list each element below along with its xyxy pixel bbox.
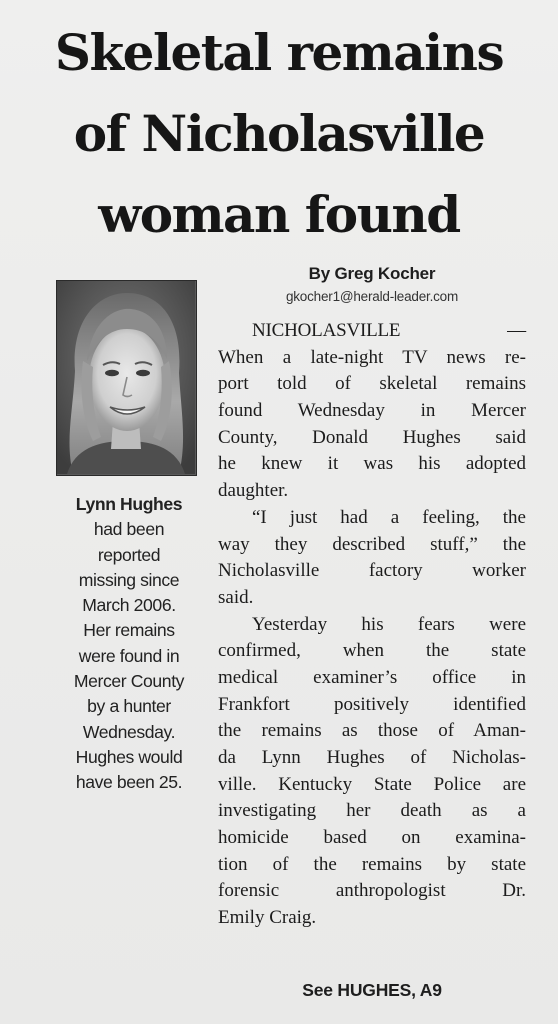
headline-line: woman found [98,185,460,244]
caption-line: reported [97,544,161,565]
body-line: County, Donald Hughes said [218,426,526,448]
body-line: Yesterday his fears were [252,613,526,635]
photo-caption [48,492,210,796]
byline-email: gkocher1@herald-leader.com [285,289,459,304]
body-line: he knew it was his adopted [218,453,526,475]
byline-author: By Greg Kocher [308,264,436,283]
byline [218,262,526,308]
body-line: said. [218,586,254,608]
body-line: confirmed, when the state [218,640,526,662]
caption-line: have been 25. [75,772,183,793]
body-line: homicide based on examina- [218,827,526,849]
portrait-image [57,281,195,474]
headline-line: Skeletal remains [54,23,504,82]
headline-line: of Nicholasville [73,104,485,163]
body-line: port told of skeletal remains [218,373,526,395]
body-line: “I just had a feeling, the [252,506,526,528]
body-line: da Lynn Hughes of Nicholas- [218,747,526,768]
caption-line: March 2006. [82,595,176,616]
caption-line: Hughes would [75,746,183,767]
caption-line: Her remains [83,620,175,641]
body-line: Nicholasville factory worker [218,560,526,582]
dateline: NICHOLASVILLE — [252,320,526,341]
caption-line: had been [93,519,165,540]
caption-line: Wednesday. [82,721,176,742]
body-line: way they described stuff,” the [218,533,526,555]
portrait-photo [56,280,197,476]
body-line: daughter. [218,480,289,502]
body-line: found Wednesday in Mercer [218,400,526,422]
caption-line: missing since [78,569,180,590]
caption-line: by a hunter [87,696,171,717]
body-line: investigating her death as a [218,800,526,822]
caption-line: were found in [78,645,180,666]
body-line: ville. Kentucky State Police are [218,773,526,795]
continued-on-line: See HUGHES, A9 [302,980,442,1000]
body-line: the remains as those of Aman- [218,720,526,742]
caption-line: Mercer County [73,671,185,692]
body-line: medical examiner’s office in [218,666,526,688]
caption-name: Lynn Hughes [75,494,183,514]
body-line: Frankfort positively identified [218,693,526,715]
body-line: tion of the remains by state [218,853,526,875]
article-body [218,318,526,932]
body-line: forensic anthropologist Dr. [218,880,526,902]
headline [10,12,548,255]
body-line: When a late-night TV news re- [218,346,526,368]
body-line: Emily Craig. [218,907,317,929]
